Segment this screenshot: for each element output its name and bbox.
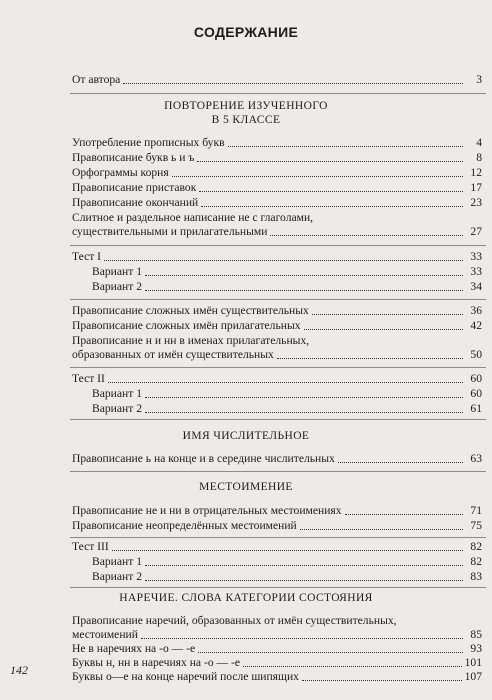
dot-leader: [312, 313, 463, 315]
toc-entry-n-nn-line1[interactable]: Правописание н и нн в именах прилагательных,: [72, 334, 310, 347]
divider: [70, 299, 486, 300]
toc-entry-page: 33: [470, 250, 482, 263]
dot-leader: [228, 145, 463, 147]
section-heading-numeral: ИМЯ ЧИСЛИТЕЛЬНОЕ: [182, 430, 310, 442]
toc-entry-page: 101: [464, 656, 482, 669]
dot-leader: [198, 651, 463, 653]
toc-entry[interactable]: [72, 519, 482, 533]
toc-entry-label: Вариант 1: [92, 387, 142, 400]
dot-leader: [199, 190, 463, 192]
toc-entry-page: 85: [470, 628, 482, 641]
toc-entry-variant[interactable]: [92, 570, 482, 584]
toc-entry-label: Вариант 2: [92, 570, 142, 583]
dot-leader: [197, 160, 463, 162]
dot-leader: [302, 679, 462, 681]
divider: [70, 537, 486, 538]
page-number: 142: [10, 663, 28, 677]
toc-entry-label: Правописание сложных имён прилагательных: [72, 319, 301, 332]
dot-leader: [243, 665, 462, 667]
toc-entry-label: Правописание ь на конце и в середине числительных: [72, 452, 335, 465]
toc-entry-label: Вариант 2: [92, 402, 142, 415]
toc-entry-label: Правописание окончаний: [72, 196, 199, 209]
dot-leader: [201, 205, 463, 207]
toc-entry-page: 27: [470, 225, 482, 238]
toc-entry-test-3[interactable]: [72, 540, 482, 554]
dot-leader: [300, 528, 463, 530]
toc-entry-label: Не в наречиях на -о — -е: [72, 642, 196, 655]
divider: [70, 367, 486, 368]
toc-entry-page: 75: [470, 519, 482, 532]
toc-entry[interactable]: [72, 136, 482, 150]
toc-entry[interactable]: [72, 670, 482, 684]
toc-entry-variant[interactable]: [92, 555, 482, 569]
toc-entry-label: Орфограммы корня: [72, 166, 169, 179]
toc-entry-adverb[interactable]: [72, 628, 482, 642]
toc-entry-label: Правописание неопределённых местоимений: [72, 519, 297, 532]
toc-entry[interactable]: [72, 504, 482, 518]
page-title: СОДЕРЖАНИЕ: [193, 24, 299, 40]
toc-entry-from-author[interactable]: [72, 73, 482, 87]
dot-leader: [145, 411, 463, 413]
toc-entry-page: 23: [470, 196, 482, 209]
divider: [70, 471, 486, 472]
divider: [70, 93, 486, 94]
dot-leader: [304, 328, 463, 330]
toc-entry-variant[interactable]: [92, 387, 482, 401]
toc-entry-ne-verbs-line1[interactable]: Слитное и раздельное написание не с глаголами,: [72, 211, 314, 224]
toc-entry-label: Тест II: [72, 372, 105, 385]
toc-entry-page: 60: [470, 372, 482, 385]
dot-leader: [145, 396, 463, 398]
toc-entry-page: 42: [470, 319, 482, 332]
toc-entry-test-1[interactable]: [72, 250, 482, 264]
toc-entry-label: Употребление прописных букв: [72, 136, 225, 149]
toc-entry-page: 61: [470, 402, 482, 415]
toc-entry-label: Правописание букв ь и ъ: [72, 151, 195, 164]
dot-leader: [270, 234, 463, 236]
toc-entry-page: 82: [470, 540, 482, 553]
toc-entry-n-nn[interactable]: [72, 348, 482, 362]
toc-entry-test-2[interactable]: [72, 372, 482, 386]
toc-entry-page: 82: [470, 555, 482, 568]
divider: [70, 419, 486, 420]
section-heading-review-line1: ПОВТОРЕНИЕ ИЗУЧЕННОГО: [164, 100, 328, 112]
toc-entry[interactable]: [72, 452, 482, 466]
section-heading-review-line2: В 5 КЛАССЕ: [211, 114, 281, 126]
toc-entry-label: существительными и прилагательными: [72, 225, 268, 238]
toc-entry-label: Тест I: [72, 250, 102, 263]
toc-entry-page: 12: [470, 166, 482, 179]
dot-leader: [345, 513, 463, 515]
toc-entry-label: Вариант 1: [92, 555, 142, 568]
dot-leader: [104, 259, 463, 261]
toc-entry-adverb-line1[interactable]: Правописание наречий, образованных от имён существительных,: [72, 614, 397, 627]
toc-entry-label: Буквы н, нн в наречиях на -о — -е: [72, 656, 241, 669]
toc-entry-label: местоимений: [72, 628, 138, 641]
toc-entry-page: 50: [470, 348, 482, 361]
toc-entry-page: 8: [476, 151, 482, 164]
toc-entry[interactable]: [72, 196, 482, 210]
toc-entry[interactable]: [72, 181, 482, 195]
toc-entry-label: Тест III: [72, 540, 109, 553]
toc-entry-page: 107: [464, 670, 482, 683]
dot-leader: [145, 564, 463, 566]
toc-entry[interactable]: [72, 319, 482, 333]
dot-leader: [338, 461, 463, 463]
toc-entry-page: 33: [470, 265, 482, 278]
toc-entry-variant[interactable]: [92, 265, 482, 279]
toc-entry-page: 83: [470, 570, 482, 583]
dot-leader: [172, 175, 463, 177]
dot-leader: [145, 579, 463, 581]
toc-entry-page: 4: [476, 136, 482, 149]
divider: [70, 245, 486, 246]
section-heading-adverb: НАРЕЧИЕ. СЛОВА КАТЕГОРИИ СОСТОЯНИЯ: [119, 592, 373, 604]
toc-entry-page: 63: [470, 452, 482, 465]
dot-leader: [145, 274, 463, 276]
dot-leader: [123, 82, 463, 84]
toc-entry-page: 60: [470, 387, 482, 400]
toc-entry-page: 17: [470, 181, 482, 194]
dot-leader: [145, 289, 463, 291]
divider: [70, 587, 486, 588]
toc-entry[interactable]: [72, 656, 482, 670]
toc-entry-label: Вариант 2: [92, 280, 142, 293]
toc-entry[interactable]: [72, 642, 482, 656]
toc-entry-label: Правописание не и ни в отрицательных местоимениях: [72, 504, 342, 517]
toc-entry-label: образованных от имён существительных: [72, 348, 274, 361]
toc-entry-page: 93: [470, 642, 482, 655]
toc-entry-label: Правописание сложных имён существительных: [72, 304, 309, 317]
toc-entry[interactable]: [72, 304, 482, 318]
toc-entry-label: Правописание приставок: [72, 181, 197, 194]
toc-entry-page: 34: [470, 280, 482, 293]
toc-entry-page: 36: [470, 304, 482, 317]
toc-entry-ne-verbs[interactable]: [72, 225, 482, 239]
toc-entry-variant[interactable]: [92, 280, 482, 294]
dot-leader: [277, 357, 463, 359]
section-heading-pronoun: МЕСТОИМЕНИЕ: [199, 481, 293, 493]
toc-entry-label: От автора: [72, 73, 121, 86]
toc-entry[interactable]: [72, 151, 482, 165]
toc-entry[interactable]: [72, 166, 482, 180]
toc-entry-page: 71: [470, 504, 482, 517]
dot-leader: [108, 381, 463, 383]
toc-entry-variant[interactable]: [92, 402, 482, 416]
toc-entry-label: Буквы о—е на конце наречий после шипящих: [72, 670, 299, 683]
toc-entry-label: Вариант 1: [92, 265, 142, 278]
dot-leader: [112, 549, 463, 551]
toc-entry-page: 3: [476, 73, 482, 86]
dot-leader: [141, 637, 463, 639]
